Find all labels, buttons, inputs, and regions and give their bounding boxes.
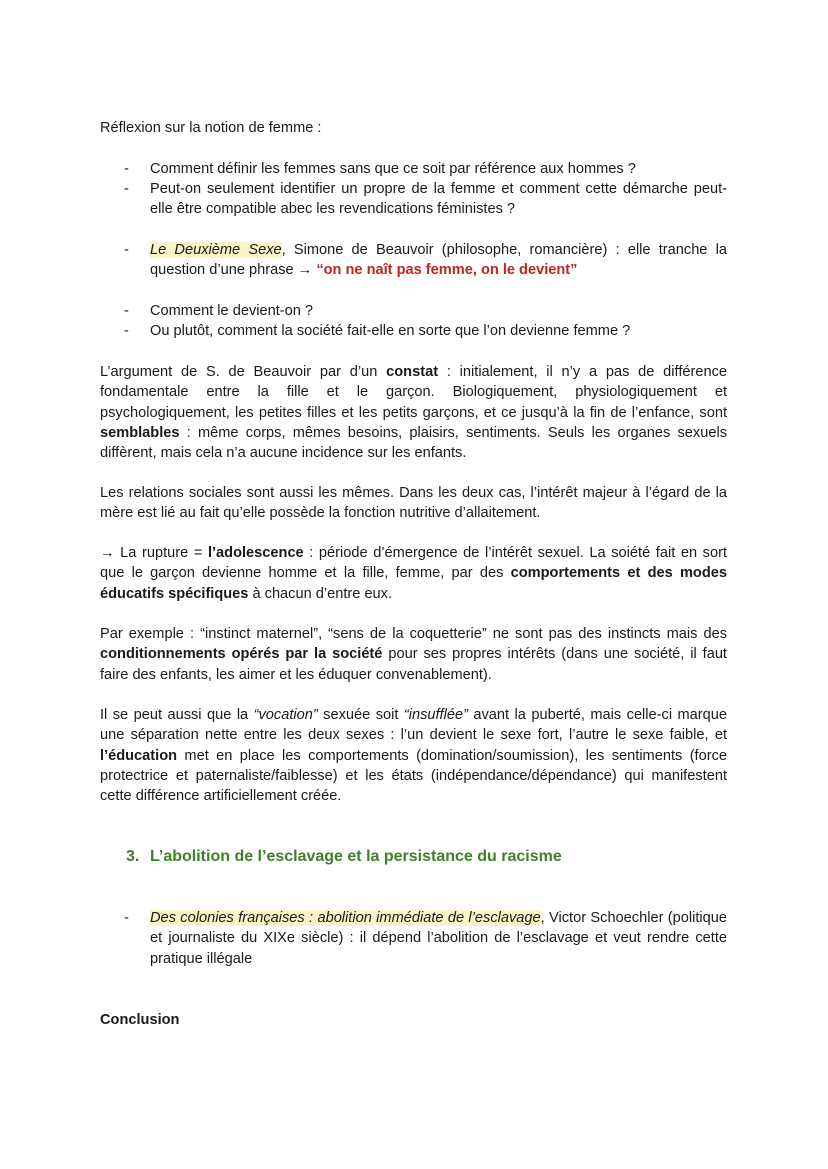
highlighted-title: Le Deuxième Sexe <box>150 242 282 258</box>
bold-text: l’éducation <box>100 747 178 764</box>
bullet-dash: - <box>124 161 129 177</box>
text: met en place les comportements (domination/soumission), les sentiments (force protectrice et paternaliste/faiblesse) et les états (indépendance/dépendance) qui manifestent cette différence artificiellement créée. <box>100 747 727 805</box>
bullet-dash: - <box>124 323 129 339</box>
bullet-dash: - <box>124 181 129 197</box>
bold-text: conditionnements opérés par la société <box>100 646 383 663</box>
text: pour ses propres intérêts (dans une société, il faut faire des enfants, les aimer et les éduquer convenablement). <box>100 646 727 683</box>
list-item-text <box>150 908 727 969</box>
bullet-dash: - <box>124 303 129 319</box>
text: : initialement, il n’y a pas de différence fondamentale entre la fille et le garçon. Biologiquement, physiologiquement et psychologiquement, les petites filles et les petits garçons, et ce jusqu’à la fin de l’enfance, sont <box>100 364 728 421</box>
bullet-dash: - <box>124 242 129 258</box>
highlighted-title: Des colonies françaises : abolition immédiate de l’esclavage <box>150 910 541 926</box>
text: Il se peut aussi que la <box>100 707 254 723</box>
section-number: 3. <box>126 848 140 865</box>
list-item-text: Peut-on seulement identifier un propre de la femme et comment cette démarche peut-elle être compatible abec les revendications féministes ? <box>150 181 727 218</box>
list-item-text: Comment définir les femmes sans que ce soit par référence aux hommes ? <box>150 161 636 177</box>
section-title: L’abolition de l’esclavage et la persistance du racisme <box>150 848 562 865</box>
bullet-dash: - <box>124 910 129 926</box>
bold-text: comportements et des modes éducatifs spécifiques <box>100 565 727 602</box>
text: : période d’émergence de l’intérêt sexuel. La soiété fait en sort que le garçon devienne homme et la fille, femme, par des <box>100 545 727 582</box>
section-heading <box>126 846 562 868</box>
list-item-text: Comment le devient-on ? <box>150 303 314 319</box>
list-item-text <box>150 240 727 281</box>
bold-text: l’adolescence <box>207 545 304 561</box>
paragraph-relations: Les relations sociales sont aussi les mêmes. Dans les deux cas, l’intérêt majeur à l’égard de la mère est lié au fait qu’elle possède la fonction nutritive d’allaitement. <box>100 485 727 522</box>
text: Par exemple : “instinct maternel”, “sens de la coquetterie” ne sont pas des instincts mais des <box>100 626 727 642</box>
list-item-text: Ou plutôt, comment la société fait-elle en sorte que l’on devienne femme ? <box>150 323 631 339</box>
quote: “on ne naît pas femme, on le devient” <box>316 262 578 279</box>
item-text: , Victor Schoechler (politique et journaliste du XIXe siècle) : il dépend l’abolition de l’esclavage et veut rendre cette pratique illégale <box>150 910 727 967</box>
conclusion-heading: Conclusion <box>100 1012 180 1028</box>
text: → La rupture = <box>100 545 208 561</box>
text: sexuée soit <box>317 707 404 723</box>
text: à chacun d’entre eux. <box>248 585 393 602</box>
text: avant la puberté, mais celle-ci marque une séparation nette entre les deux sexes : l’un devient le sexe fort, l’autre le sexe faible, et <box>100 707 727 744</box>
italic-text: “insufflée” <box>403 707 468 723</box>
text: : même corps, mêmes besoins, plaisirs, sentiments. Seuls les organes sexuels diffèrent, mais cela n’a aucune incidence sur les enfants. <box>100 424 727 462</box>
bold-text: semblables <box>100 424 180 441</box>
paragraph-vocation <box>100 705 727 806</box>
item-text: , Simone de Beauvoir (philosophe, romancière) : elle tranche la question d’une phrase → <box>150 242 727 279</box>
paragraph-exemple <box>100 624 727 685</box>
paragraph-rupture <box>100 543 727 604</box>
paragraph-constat <box>100 362 727 463</box>
intro-heading: Réflexion sur la notion de femme : <box>100 120 322 136</box>
bold-text: constat <box>386 364 439 380</box>
italic-text: “vocation” <box>253 707 318 723</box>
text: L’argument de S. de Beauvoir par d’un <box>100 364 387 380</box>
